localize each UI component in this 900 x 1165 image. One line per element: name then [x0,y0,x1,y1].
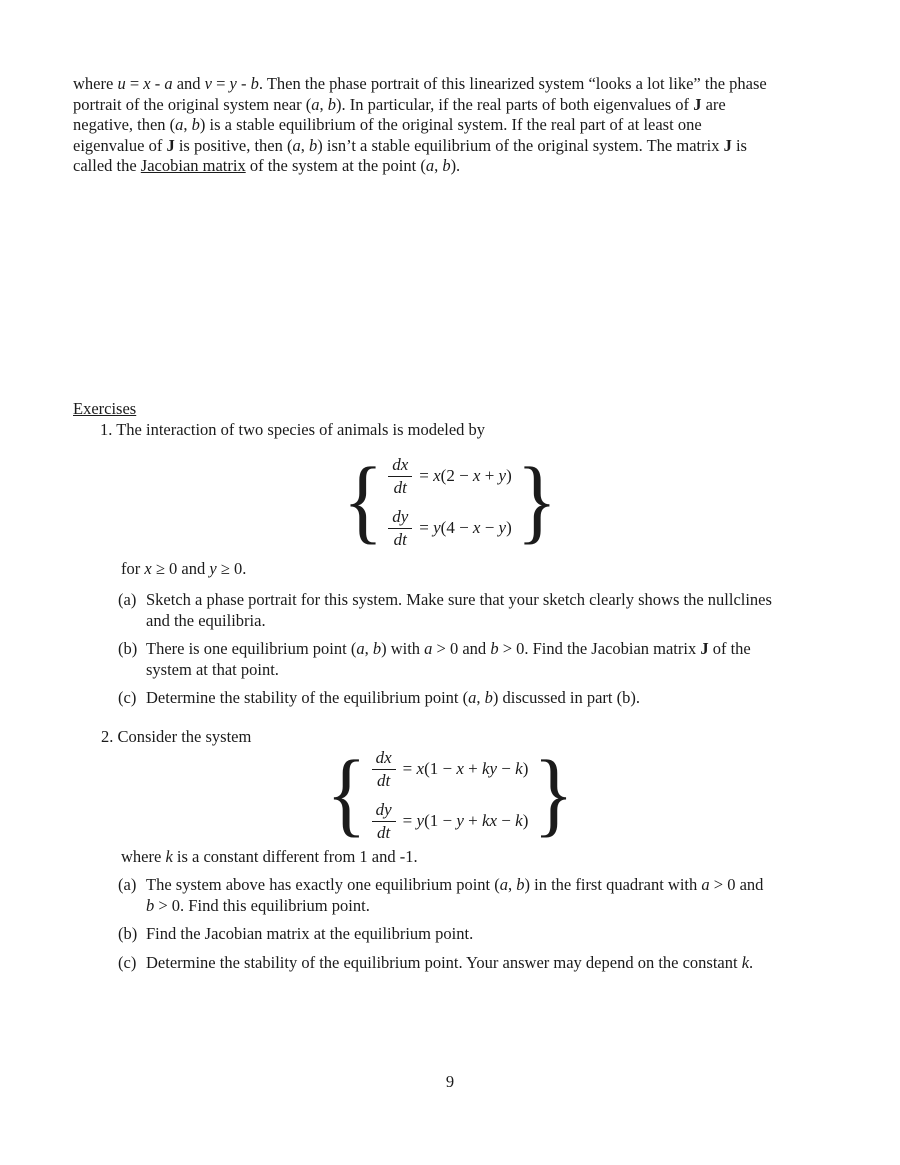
equation-rhs: = y(4 − x − y) [419,518,512,538]
part-label: (a) [118,875,137,894]
left-brace: { [326,742,367,847]
system-of-odes [342,449,558,554]
equation-rhs: = x(1 − x + ky − k) [402,759,529,779]
intro-paragraph: where u = x - a and v = y - b. Then the phase portrait of this linearized system “looks a lot like” the phase portrait of the original system near (a, b). In particular, if the real parts of both eigenvalues of J are negative, then (a, b) is a stable equilibrium of the original system. If the real part of at least one eigenvalue of J is positive, then (a, b) isn’t a stable equilibrium of the original system. The matrix J is called the Jacobian matrix of the system at the point (a, b). [73,74,767,175]
part-text: Sketch a phase portrait for this system. Make sure that your sketch clearly shows the nullclines and the equilibria. [146,590,772,630]
left-brace: { [342,449,384,554]
exercise-1-part-a [118,590,772,631]
part-label: (a) [118,590,137,609]
equation-dy-dt [372,800,529,842]
equation-dx-dt [372,748,529,790]
exercise-1-part-b [118,639,772,680]
system-of-odes [326,742,574,847]
fraction-denominator: dt [377,770,391,790]
right-brace: } [533,742,574,847]
part-label: (b) [118,639,138,658]
exercise-2-equation-system [0,742,900,847]
exercise-1-domain-note: for x ≥ 0 and y ≥ 0. [121,559,247,578]
fraction-dy-dt [388,507,412,549]
equation-rhs: = y(1 − y + kx − k) [402,811,529,831]
fraction-denominator: dt [393,529,407,549]
equation-dy-dt [388,507,512,549]
exercise-1-title: 1. The interaction of two species of animals is modeled by [100,420,486,439]
equation-rhs: = x(2 − x + y) [419,466,512,486]
part-text: Determine the stability of the equilibrium point (a, b) discussed in part (b). [146,688,640,707]
exercise-2-parts [118,875,763,981]
fraction-numerator: dx [372,748,396,770]
fraction-numerator: dx [388,455,412,477]
fraction-dx-dt [372,748,396,790]
fraction-dy-dt [372,800,396,842]
exercise-2-title: 2. Consider the system [101,727,252,746]
equation-dx-dt [388,455,512,497]
exercise-2-part-c [118,953,763,974]
exercise-1-part-c [118,688,772,709]
exercise-2-part-a [118,875,763,916]
right-brace: } [516,449,558,554]
exercise-2-part-b [118,924,763,945]
fraction-dx-dt [388,455,412,497]
exercises-heading: Exercises [73,399,137,418]
exercise-1-equation-system [0,449,900,554]
page-number: 9 [445,1072,455,1091]
part-text: Determine the stability of the equilibrium point. Your answer may depend on the constant k. [146,952,754,972]
part-text: The system above has exactly one equilibrium point (a, b) in the first quadrant with a > 0 and b > 0. Find this equilibrium point. [146,875,764,915]
part-label: (b) [118,924,138,943]
part-text: There is one equilibrium point (a, b) with a > 0 and b > 0. Find the Jacobian matrix J of the system at that point. [146,639,751,679]
part-text: Find the Jacobian matrix at the equilibrium point. [146,924,474,943]
fraction-numerator: dy [372,800,396,822]
exercise-2-constant-note: where k is a constant different from 1 and -1. [121,847,418,866]
exercise-1-parts [118,590,772,717]
part-label: (c) [118,952,137,972]
fraction-numerator: dy [388,507,412,529]
part-label: (c) [118,688,137,707]
fraction-denominator: dt [377,822,391,842]
fraction-denominator: dt [393,477,407,497]
